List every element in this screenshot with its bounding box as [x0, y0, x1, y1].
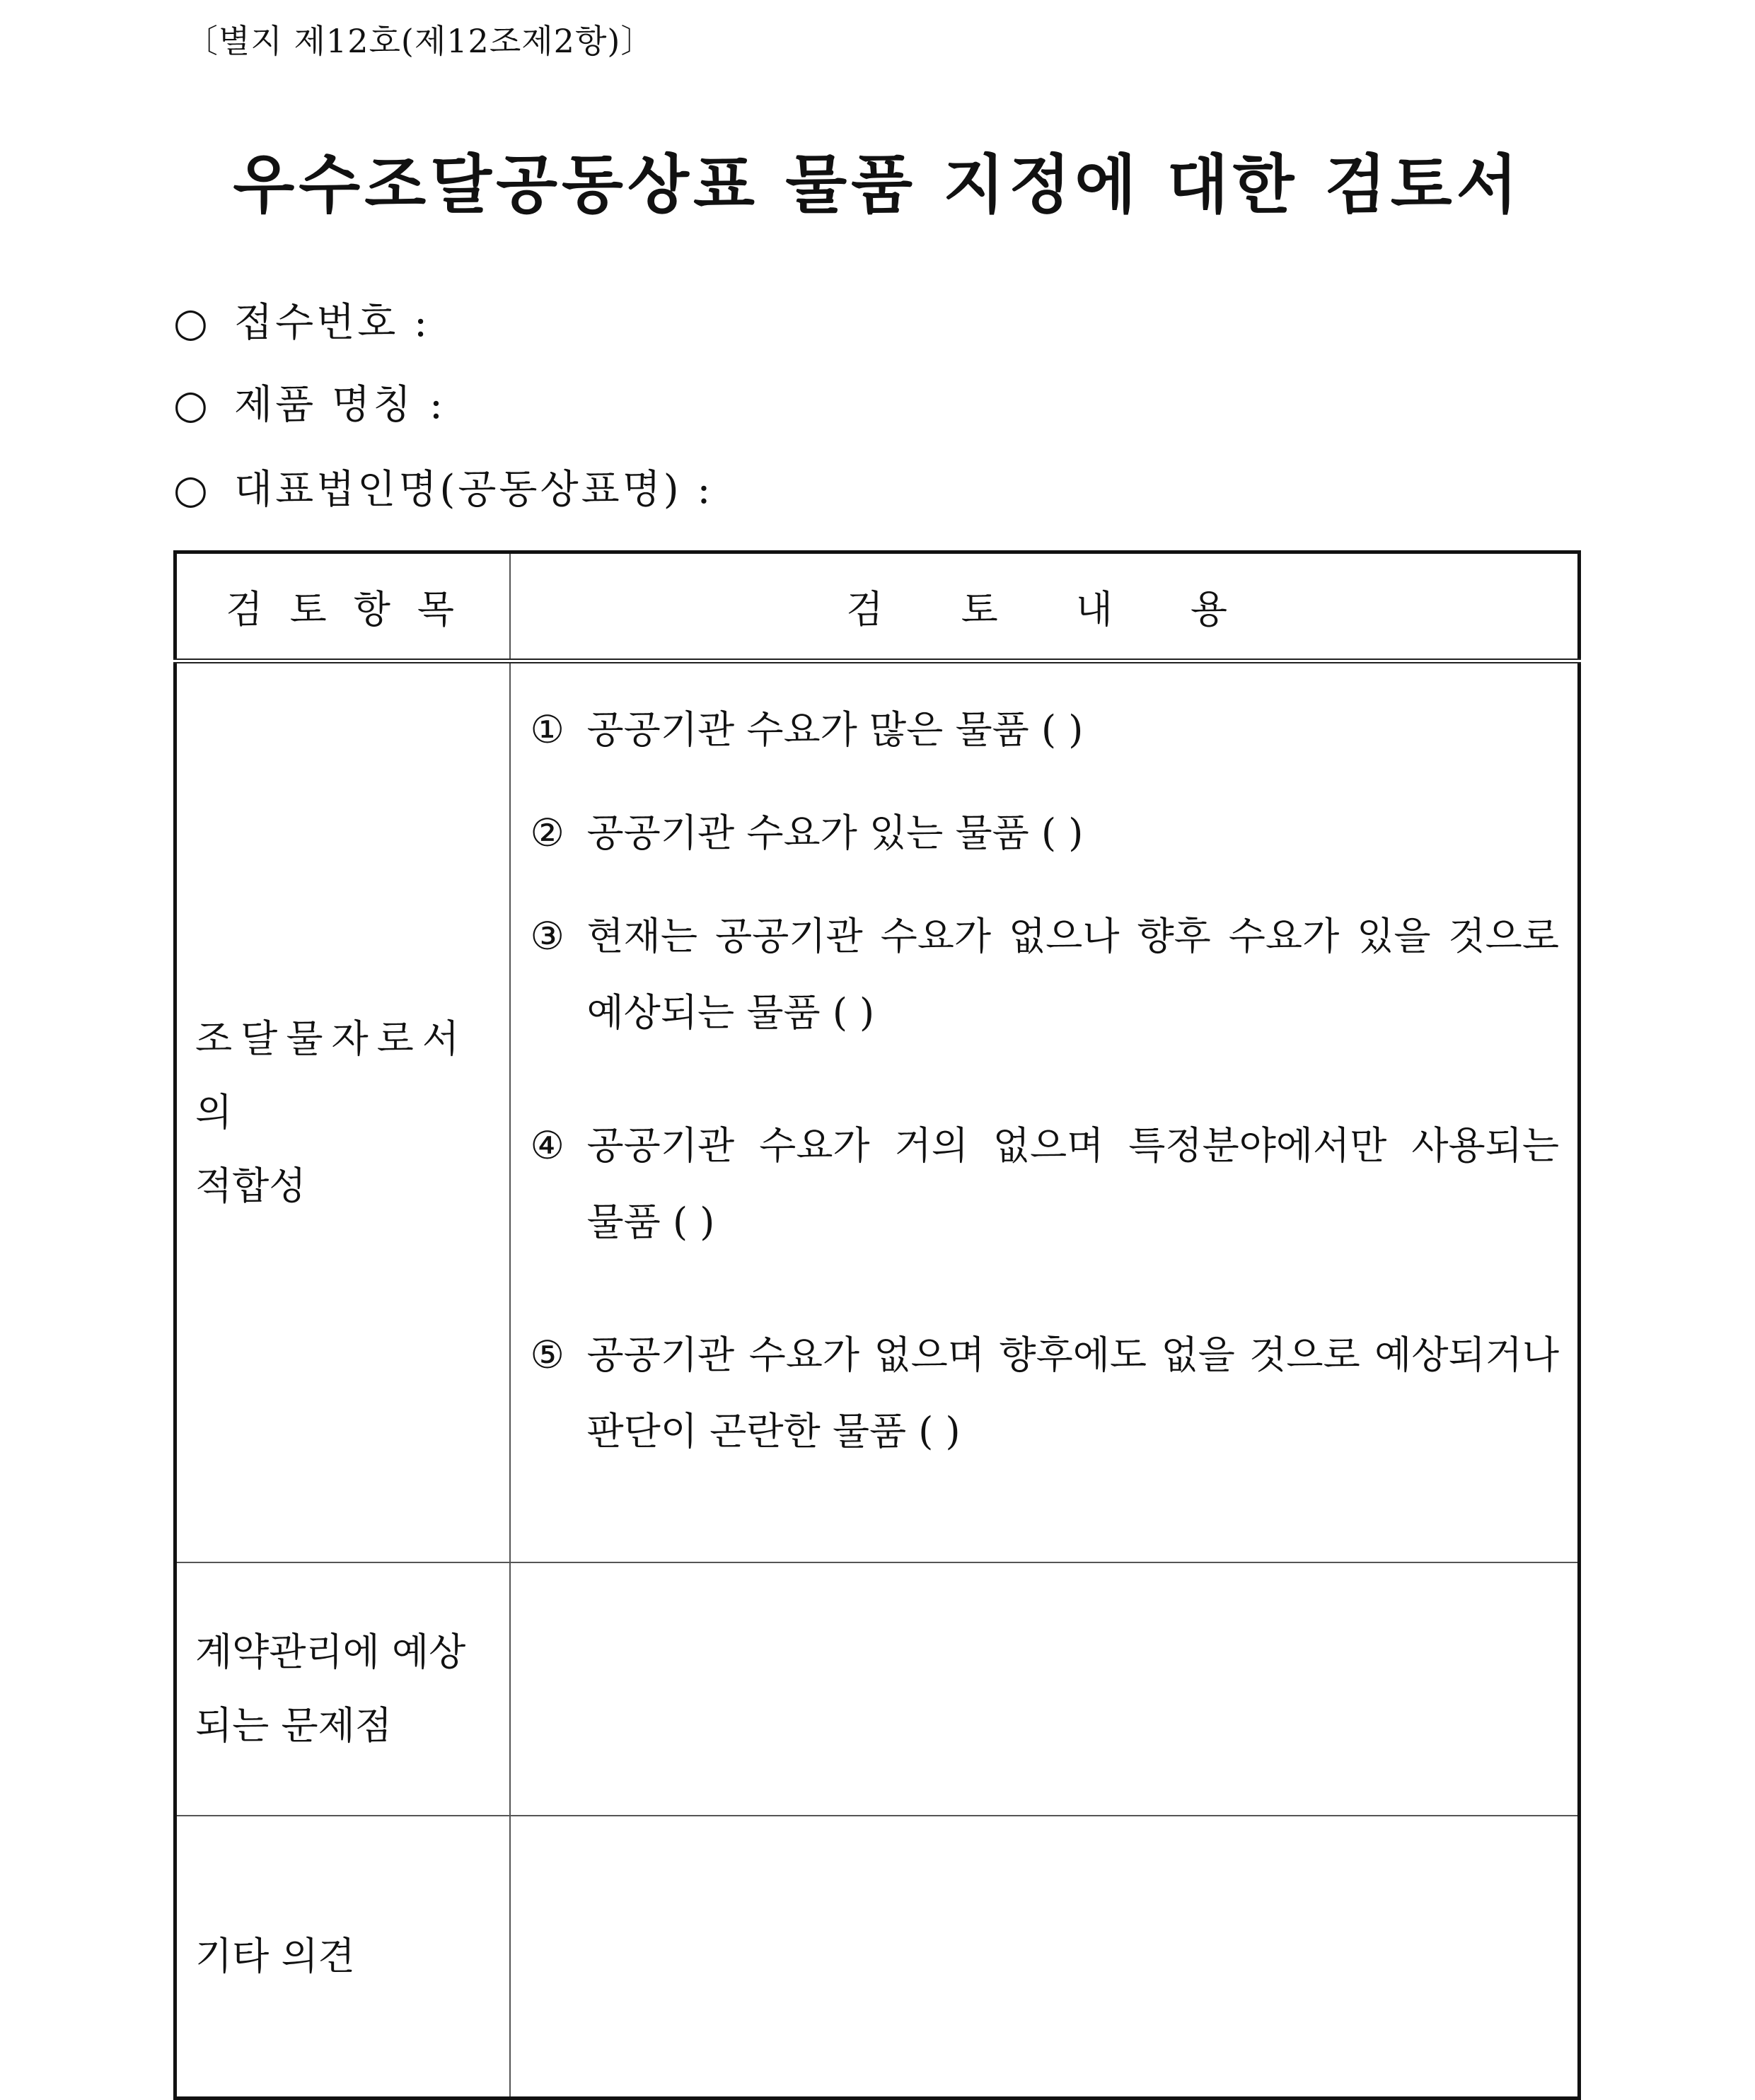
table-header-row: [175, 552, 1580, 661]
option-text-cont: 예상되는 물품 ( ): [586, 990, 875, 1035]
option-text-cont: 판단이 곤란한 물품 ( ): [586, 1409, 961, 1454]
row-label-line1: 계약관리에 예상: [195, 1630, 466, 1674]
option-item: [531, 1317, 1560, 1470]
option-item: [531, 898, 1560, 1051]
option-text: 공공기관 수요가 많은 물품 ( ): [586, 707, 1084, 752]
circle-bullet-icon: ○: [173, 467, 211, 513]
table-row-contract-issues: [175, 1562, 1580, 1816]
circle-bullet-icon: ○: [173, 300, 211, 346]
option-number: ②: [530, 811, 564, 855]
suitability-options: [510, 661, 1580, 1563]
row-label-line1: 기타 의견: [195, 1934, 355, 1978]
option-item: [531, 795, 1560, 871]
contract-issues-field[interactable]: [510, 1562, 1580, 1816]
table-row-suitability: [175, 661, 1580, 1563]
info-representative-corp: [173, 458, 713, 515]
document-title: 우수조달공동상표 물품 지정에 대한 검토서: [233, 147, 1522, 222]
option-number: ①: [530, 707, 564, 752]
circle-bullet-icon: ○: [173, 382, 211, 428]
option-item: [531, 1108, 1560, 1260]
row-label: [175, 1816, 510, 2099]
info-product-name: [173, 373, 446, 430]
option-text: 현재는 공공기관 수요가 없으나 향후 수요가 있을 것으로: [586, 914, 1559, 958]
row-label: [175, 1562, 510, 1816]
option-number: ⑤: [530, 1333, 564, 1377]
info-label: 접수번호 :: [234, 300, 431, 346]
option-text-cont: 물품 ( ): [586, 1200, 715, 1244]
option-item: [531, 692, 1560, 768]
row-label-line1: 조달물자로서의: [195, 1016, 468, 1135]
info-receipt-number: [173, 291, 430, 348]
header-review-item: 검토항목: [175, 552, 510, 661]
row-label-line2: 되는 문제점: [195, 1703, 392, 1748]
option-number: ④: [530, 1123, 564, 1168]
option-text: 공공기관 수요가 거의 없으며 특정분야에서만 사용되는: [586, 1123, 1559, 1168]
table-row-other-opinions: [175, 1816, 1580, 2099]
option-number: ③: [530, 914, 564, 958]
info-label: 제품 명칭 :: [234, 382, 446, 428]
info-label: 대표법인명(공동상표명) :: [234, 467, 714, 513]
annex-label: 〔별지 제12호(제12조제2항)〕: [185, 22, 654, 60]
row-label: [175, 661, 510, 1563]
option-text: 공공기관 수요가 없으며 향후에도 없을 것으로 예상되거나: [586, 1333, 1559, 1377]
review-table: [173, 550, 1581, 2100]
header-review-content: 검토내용: [510, 552, 1580, 661]
other-opinions-field[interactable]: [510, 1816, 1580, 2099]
option-text: 공공기관 수요가 있는 물품 ( ): [586, 811, 1084, 855]
row-label-line2: 적합성: [195, 1164, 306, 1208]
